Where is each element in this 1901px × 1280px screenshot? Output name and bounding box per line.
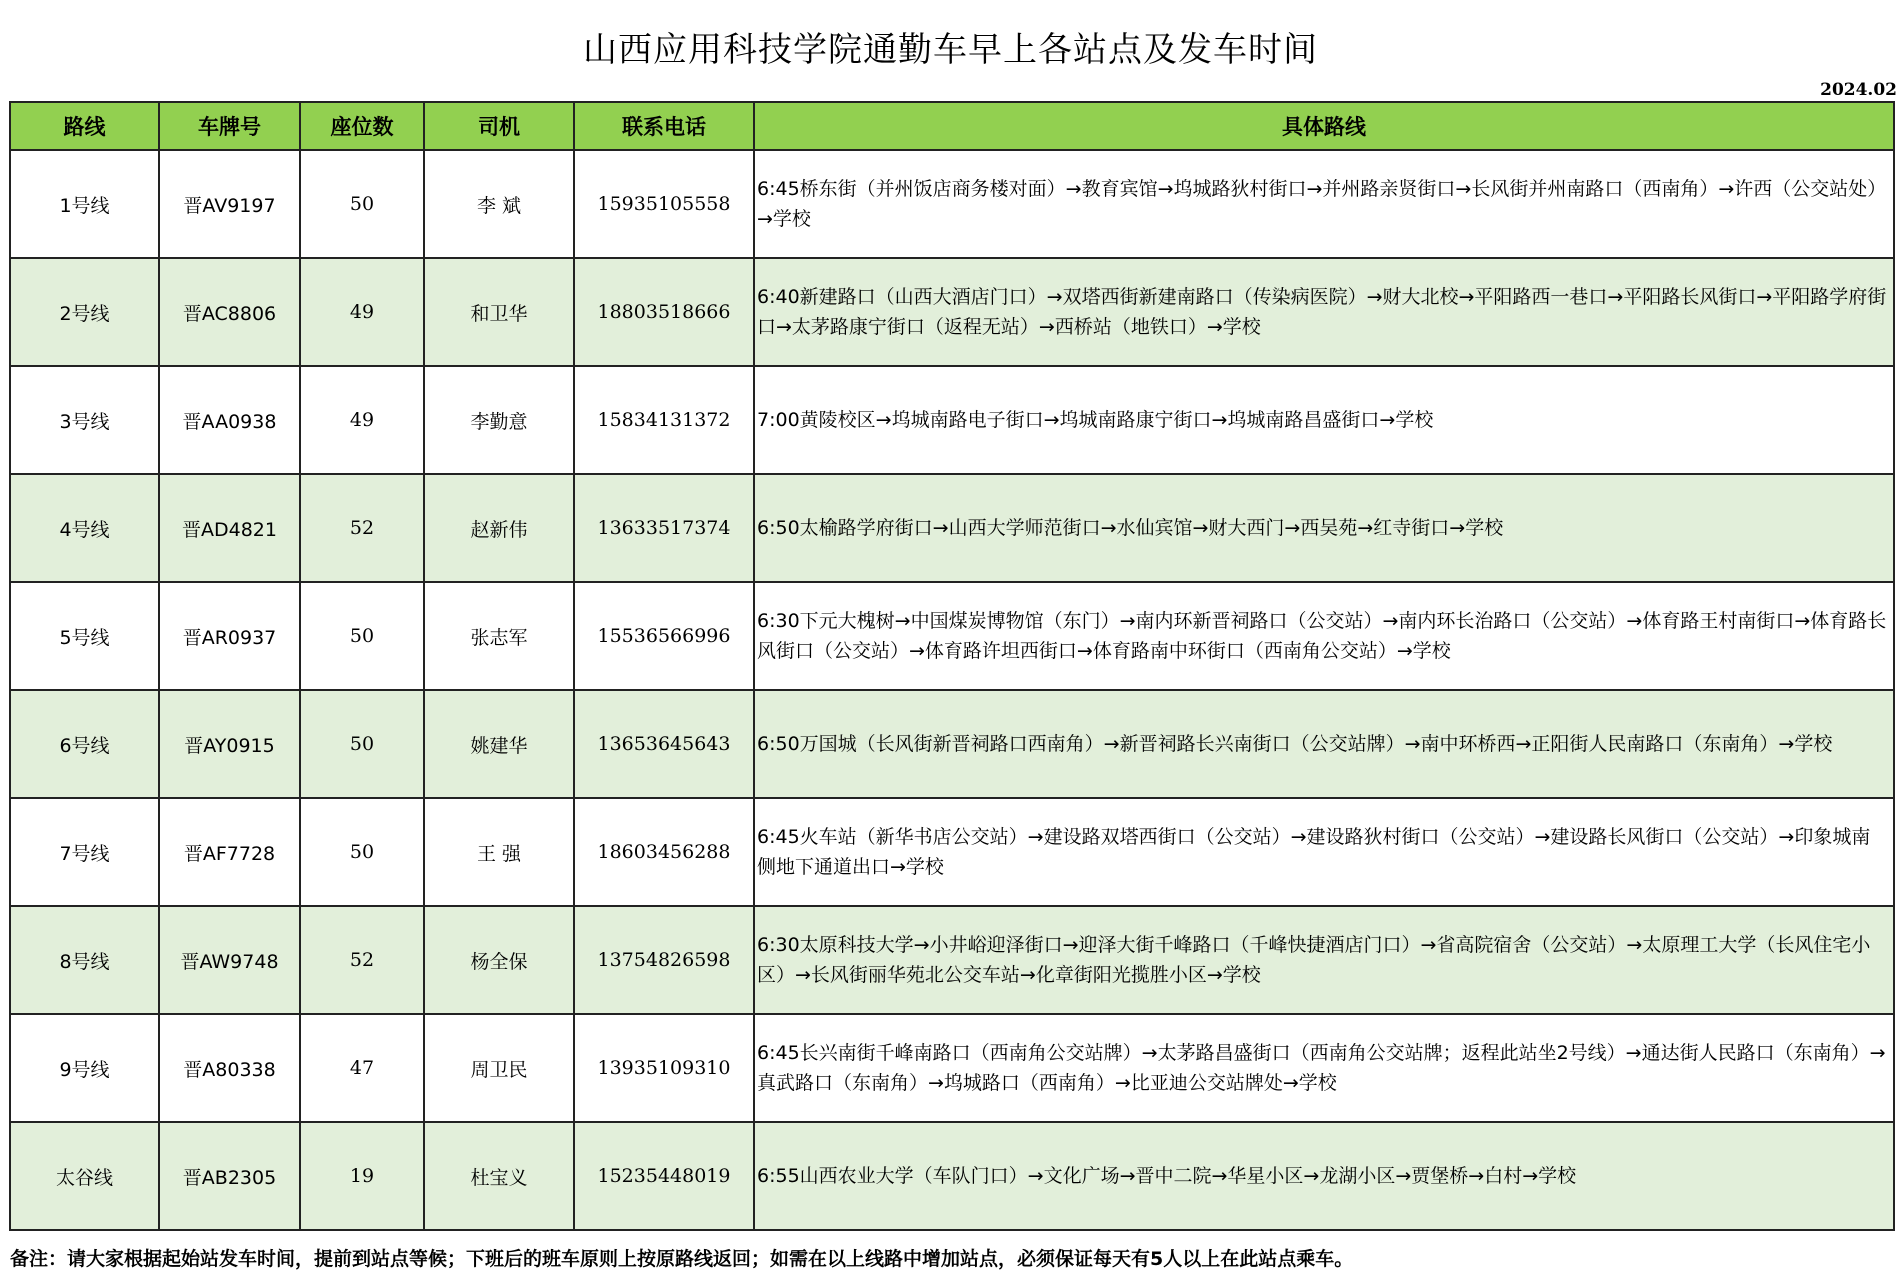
cell-driver: 王 强 (424, 798, 574, 906)
table-row (10, 150, 1894, 258)
cell-phone: 18803518666 (574, 258, 754, 366)
cell-line: 3号线 (10, 366, 159, 474)
table-row (10, 1014, 1894, 1122)
cell-route: 6:55山西农业大学（车队门口）→文化广场→晋中二院→华星小区→龙湖小区→贾堡桥→白村→学校 (754, 1122, 1894, 1230)
table-row (10, 690, 1894, 798)
date-label: 2024.02 (1820, 80, 1897, 100)
header-driver: 司机 (424, 102, 574, 150)
cell-plate: 晋AA0938 (159, 366, 300, 474)
cell-route: 6:40新建路口（山西大酒店门口）→双塔西街新建南路口（传染病医院）→财大北校→平阳路西一巷口→平阳路长风街口→平阳路学府街口→太茅路康宁街口（返程无站）→西桥站（地铁口）→学校 (754, 258, 1894, 366)
cell-phone: 15935105558 (574, 150, 754, 258)
cell-route: 6:45桥东街（并州饭店商务楼对面）→教育宾馆→坞城路狄村街口→并州路亲贤街口→长风街并州南路口（西南角）→许西（公交站处）→学校 (754, 150, 1894, 258)
cell-seats: 50 (300, 690, 424, 798)
cell-plate: 晋AR0937 (159, 582, 300, 690)
cell-driver: 赵新伟 (424, 474, 574, 582)
cell-phone: 13633517374 (574, 474, 754, 582)
cell-seats: 49 (300, 258, 424, 366)
cell-route: 6:30下元大槐树→中国煤炭博物馆（东门）→南内环新晋祠路口（公交站）→南内环长治路口（公交站）→体育路王村南街口→体育路长风街口（公交站）→体育路许坦西街口→体育路南中环街口（西南角公交站）→学校 (754, 582, 1894, 690)
cell-line: 8号线 (10, 906, 159, 1014)
cell-plate: 晋AW9748 (159, 906, 300, 1014)
table-row (10, 906, 1894, 1014)
cell-line: 6号线 (10, 690, 159, 798)
table-row (10, 366, 1894, 474)
cell-line: 9号线 (10, 1014, 159, 1122)
cell-plate: 晋AV9197 (159, 150, 300, 258)
bus-schedule-table (9, 101, 1895, 1231)
cell-plate: 晋AF7728 (159, 798, 300, 906)
cell-driver: 和卫华 (424, 258, 574, 366)
cell-line: 太谷线 (10, 1122, 159, 1230)
cell-plate: 晋AY0915 (159, 690, 300, 798)
cell-phone: 15536566996 (574, 582, 754, 690)
table-header-row (10, 102, 1894, 150)
table-row (10, 798, 1894, 906)
page-title: 山西应用科技学院通勤车早上各站点及发车时间 (583, 30, 1318, 70)
cell-line: 2号线 (10, 258, 159, 366)
header-route: 具体路线 (754, 102, 1894, 150)
cell-seats: 50 (300, 150, 424, 258)
table-row (10, 582, 1894, 690)
cell-phone: 13754826598 (574, 906, 754, 1014)
footnote: 备注：请大家根据起始站发车时间，提前到站点等候；下班后的班车原则上按原路线返回；如需在以上线路中增加站点，必须保证每天有5人以上在此站点乘车。 (10, 1248, 1354, 1270)
cell-phone: 18603456288 (574, 798, 754, 906)
cell-route: 7:00黄陵校区→坞城南路电子街口→坞城南路康宁街口→坞城南路昌盛街口→学校 (754, 366, 1894, 474)
header-seats: 座位数 (300, 102, 424, 150)
cell-seats: 19 (300, 1122, 424, 1230)
cell-seats: 52 (300, 474, 424, 582)
cell-route: 6:45长兴南街千峰南路口（西南角公交站牌）→太茅路昌盛街口（西南角公交站牌；返程此站坐2号线）→通达街人民路口（东南角）→真武路口（东南角）→坞城路口（西南角）→比亚迪公交站牌处→学校 (754, 1014, 1894, 1122)
cell-route: 6:45火车站（新华书店公交站）→建设路双塔西街口（公交站）→建设路狄村街口（公交站）→建设路长风街口（公交站）→印象城南侧地下通道出口→学校 (754, 798, 1894, 906)
table-row (10, 474, 1894, 582)
header-plate: 车牌号 (159, 102, 300, 150)
cell-driver: 周卫民 (424, 1014, 574, 1122)
cell-seats: 52 (300, 906, 424, 1014)
cell-driver: 杜宝义 (424, 1122, 574, 1230)
cell-driver: 姚建华 (424, 690, 574, 798)
cell-driver: 李 斌 (424, 150, 574, 258)
header-phone: 联系电话 (574, 102, 754, 150)
cell-driver: 张志军 (424, 582, 574, 690)
cell-line: 7号线 (10, 798, 159, 906)
cell-plate: 晋AB2305 (159, 1122, 300, 1230)
cell-line: 1号线 (10, 150, 159, 258)
cell-seats: 49 (300, 366, 424, 474)
cell-route: 6:50万国城（长风街新晋祠路口西南角）→新晋祠路长兴南街口（公交站牌）→南中环桥西→正阳街人民南路口（东南角）→学校 (754, 690, 1894, 798)
table-row (10, 1122, 1894, 1230)
header-line: 路线 (10, 102, 159, 150)
cell-driver: 杨全保 (424, 906, 574, 1014)
cell-plate: 晋AD4821 (159, 474, 300, 582)
cell-plate: 晋A80338 (159, 1014, 300, 1122)
cell-route: 6:50太榆路学府街口→山西大学师范街口→水仙宾馆→财大西门→西吴苑→红寺街口→学校 (754, 474, 1894, 582)
cell-route: 6:30太原科技大学→小井峪迎泽街口→迎泽大街千峰路口（千峰快捷酒店门口）→省高院宿舍（公交站）→太原理工大学（长风住宅小区）→长风街丽华苑北公交车站→化章街阳光揽胜小区→学校 (754, 906, 1894, 1014)
cell-phone: 13935109310 (574, 1014, 754, 1122)
cell-seats: 50 (300, 582, 424, 690)
cell-line: 5号线 (10, 582, 159, 690)
cell-phone: 15235448019 (574, 1122, 754, 1230)
cell-plate: 晋AC8806 (159, 258, 300, 366)
cell-seats: 50 (300, 798, 424, 906)
cell-line: 4号线 (10, 474, 159, 582)
cell-phone: 15834131372 (574, 366, 754, 474)
table-row (10, 258, 1894, 366)
cell-driver: 李勤意 (424, 366, 574, 474)
cell-phone: 13653645643 (574, 690, 754, 798)
cell-seats: 47 (300, 1014, 424, 1122)
